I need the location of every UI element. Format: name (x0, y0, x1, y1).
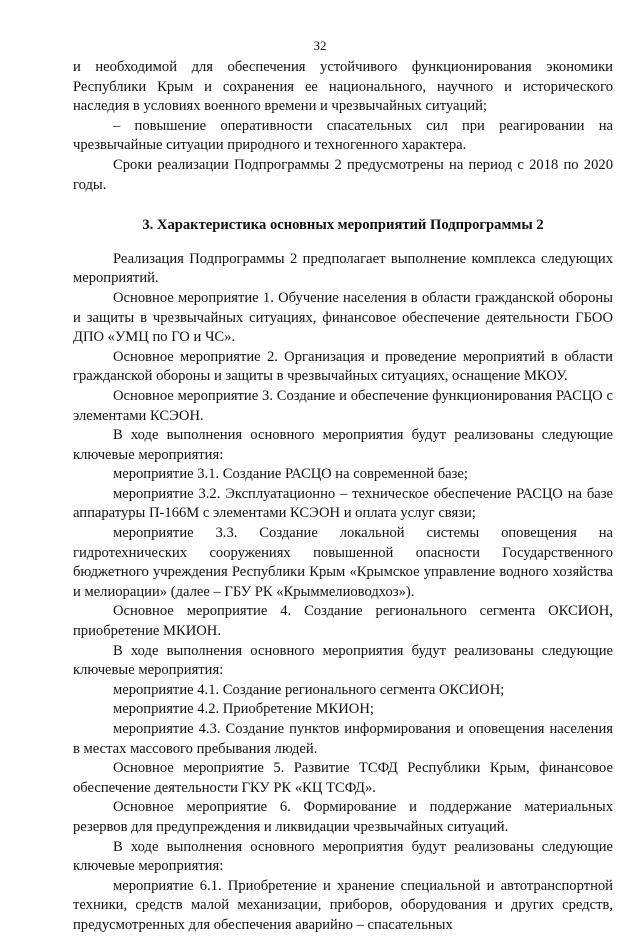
paragraph: Основное мероприятие 6. Формирование и поддержание материальных резервов для предупреждения и ликвидации чрезвычайных ситуаций. (73, 799, 613, 835)
paragraph: мероприятие 4.3. Создание пунктов информирования и оповещения населения в местах массового пребывания людей. (73, 721, 613, 757)
paragraph: Основное мероприятие 3. Создание и обеспечение функционирования РАСЦО с элементами КСЭОН. (73, 387, 613, 424)
paragraph: мероприятие 4.1. Создание регионального сегмента ОКСИОН; (113, 681, 505, 698)
paragraph: – повышение оперативности спасательных сил при реагировании на чрезвычайные ситуации природного и техногенного характера. (73, 117, 613, 154)
paragraph: мероприятие 4.2. Приобретение МКИОН; (113, 701, 374, 718)
paragraph: Основное мероприятие 4. Создание регионального сегмента ОКСИОН, приобретение МКИОН. (73, 603, 613, 640)
paragraph: Основное мероприятие 5. Развитие ТСФД Республики Крым, финансовое обеспечение деятельности ГКУ РК «КЦ ТСФД». (73, 760, 613, 796)
paragraph: Сроки реализации Подпрограммы 2 предусмотрены на период с 2018 по 2020 годы. (73, 156, 613, 193)
paragraph: мероприятие 3.3. Создание локальной системы оповещения на гидротехнических сооружениях повышенной опасности Государственного бюджетного учреждения Республики Крым «Крымское управление водного хозяйства и мелиорации» (далее – ГБУ РК «Крыммелиоводхоз»). (73, 525, 613, 600)
section-paragraphs (73, 250, 613, 936)
paragraph: Основное мероприятие 1. Обучение населения в области гражданской обороны и защиты в чрезвычайных ситуациях, финансовое обеспечение деятельности ГБОО ДПО «УМЦ по ГО и ЧС». (73, 289, 613, 346)
section-heading: 3. Характеристика основных мероприятий Подпрограммы 2 (142, 217, 544, 234)
paragraph: мероприятие 3.1. Создание РАСЦО на современной базе; (113, 466, 468, 483)
paragraph: В ходе выполнения основного мероприятия будут реализованы следующие ключевые мероприятия: (73, 642, 613, 679)
page-content (73, 58, 613, 936)
paragraph: и необходимой для обеспечения устойчивого функционирования экономики Республики Крым и сохранения ее национального, научного и исторического наследия в условиях военного времени и чрезвычайных ситуаций; (73, 59, 613, 115)
paragraph: В ходе выполнения основного мероприятия будут реализованы следующие ключевые мероприятия: (73, 838, 613, 875)
paragraph: мероприятие 3.2. Эксплуатационно – техническое обеспечение РАСЦО на базе аппаратуры П-166М с элементами КСЭОН и оплата услуг связи; (73, 485, 613, 522)
paragraph: мероприятие 6.1. Приобретение и хранение специальной и автотранспортной техники, средств малой механизации, приборов, оборудования и других средств, предусмотренных для обеспечения аварийно – спасательных (73, 877, 613, 933)
paragraph: Основное мероприятие 2. Организация и проведение мероприятий в области гражданской обороны и защиты в чрезвычайных ситуациях, оснащение МКОУ. (73, 348, 613, 385)
paragraph: Реализация Подпрограммы 2 предполагает выполнение комплекса следующих мероприятий. (73, 250, 613, 287)
intro-paragraphs (73, 58, 613, 195)
paragraph: В ходе выполнения основного мероприятия будут реализованы следующие ключевые мероприятия: (73, 427, 613, 463)
page-number: 32 (313, 38, 327, 53)
